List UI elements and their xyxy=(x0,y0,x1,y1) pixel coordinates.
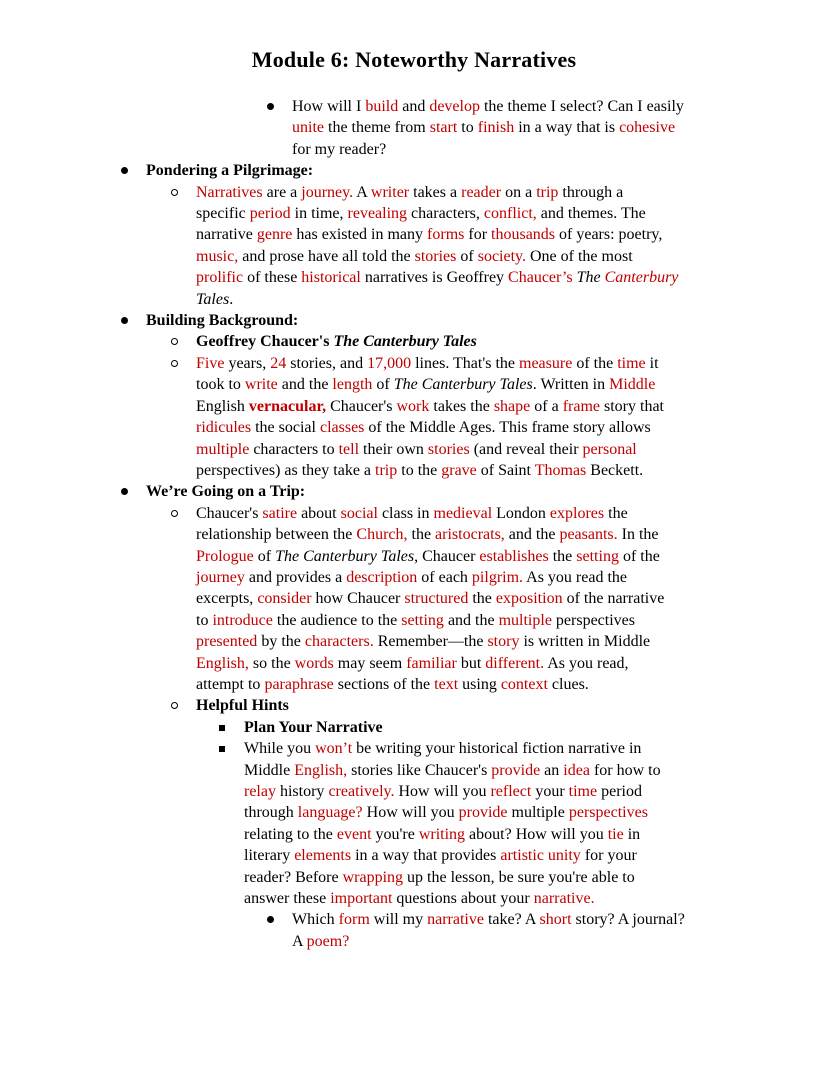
highlighted-text: period xyxy=(249,205,291,223)
text-segment: and xyxy=(398,98,430,115)
text-segment: through xyxy=(244,804,298,822)
highlighted-text: perspectives xyxy=(568,804,648,822)
list-item xyxy=(0,717,828,738)
text-segment: you're xyxy=(371,825,419,843)
highlighted-text: familiar xyxy=(406,654,457,672)
text-line xyxy=(292,117,828,138)
highlighted-text: context xyxy=(500,675,548,693)
text-segment: of the xyxy=(618,547,660,565)
highlighted-text: multiple xyxy=(498,611,552,629)
text-segment: As you read the xyxy=(523,568,628,586)
highlighted-text: measure xyxy=(519,354,573,372)
text-segment: the xyxy=(548,547,577,565)
text-segment: by the xyxy=(257,633,305,651)
text-segment: the xyxy=(604,504,628,522)
text-line xyxy=(196,246,828,267)
highlighted-text: relay xyxy=(244,783,276,800)
highlighted-text: reader xyxy=(461,183,502,201)
text-line xyxy=(292,96,828,117)
text-line xyxy=(196,653,828,674)
text-line xyxy=(292,931,828,952)
text-line xyxy=(244,888,828,909)
text-segment: literary xyxy=(244,847,295,865)
highlighted-text: setting xyxy=(576,547,619,565)
highlighted-text: 17,000 xyxy=(367,354,412,372)
text-segment: the social xyxy=(251,419,320,437)
highlighted-text: build xyxy=(365,98,399,115)
highlighted-text: explores xyxy=(549,504,605,522)
text-segment: take? A xyxy=(483,911,540,929)
text-segment: an xyxy=(540,761,564,779)
text-segment: The Canterbury Tales xyxy=(393,376,533,394)
text-line xyxy=(244,781,828,802)
text-segment: The Canterbury Tales xyxy=(333,333,477,351)
text-segment: Plan Your Narrative xyxy=(244,718,383,736)
bullet-disc-icon xyxy=(121,310,146,324)
highlighted-text: Narratives xyxy=(196,183,263,201)
bullet-disc-icon xyxy=(267,909,292,923)
list-item xyxy=(0,353,828,481)
text-line xyxy=(244,802,828,823)
text-line xyxy=(196,182,828,203)
highlighted-text: English, xyxy=(196,654,249,672)
highlighted-text: grave xyxy=(441,461,477,479)
text-line xyxy=(292,909,828,930)
highlighted-text: time xyxy=(568,783,598,800)
text-segment: for how to xyxy=(589,761,661,779)
text-segment: their own xyxy=(359,440,428,458)
highlighted-text: language? xyxy=(297,804,363,822)
text-segment: The Canterbury Tales xyxy=(275,547,415,565)
highlighted-text: setting xyxy=(401,611,444,629)
bullet-square-icon xyxy=(219,738,244,752)
bullet-circle-icon xyxy=(171,353,196,367)
text-line xyxy=(196,567,828,588)
bullet-square-icon xyxy=(219,717,244,731)
list-item-text xyxy=(196,695,828,716)
highlighted-text: poem? xyxy=(306,932,350,950)
highlighted-text: writing xyxy=(418,825,466,843)
text-segment: perspectives) as they take a xyxy=(196,461,376,479)
highlighted-text: Chaucer’s xyxy=(508,269,573,287)
text-segment: attempt to xyxy=(196,675,265,693)
text-line xyxy=(244,760,828,781)
text-segment: of a xyxy=(530,397,563,415)
highlighted-text: stories xyxy=(414,247,457,265)
text-segment: how Chaucer xyxy=(311,590,405,608)
text-segment: excerpts, xyxy=(196,590,258,608)
text-segment: may seem xyxy=(333,654,407,672)
text-segment: Building Background: xyxy=(146,312,299,330)
text-segment: took to xyxy=(196,376,245,394)
list-item-text xyxy=(244,738,828,909)
text-segment: to xyxy=(457,119,478,137)
text-segment: Beckett. xyxy=(586,461,644,479)
highlighted-text: 24 xyxy=(270,354,287,372)
text-line xyxy=(196,374,828,395)
highlighted-text: thousands xyxy=(491,226,556,244)
highlighted-text: journey xyxy=(196,568,245,586)
highlighted-text: important xyxy=(330,890,393,908)
text-segment: takes the xyxy=(429,397,494,415)
bullet-circle-icon xyxy=(171,331,196,345)
text-segment: the xyxy=(468,590,496,608)
highlighted-text: consider xyxy=(257,590,312,608)
text-line xyxy=(196,610,828,631)
highlighted-text: presented xyxy=(196,633,258,651)
list-item xyxy=(0,331,828,352)
highlighted-text: different. xyxy=(485,654,545,672)
highlighted-text: pilgrim. xyxy=(471,568,524,586)
text-segment: of years: poetry, xyxy=(555,226,663,244)
text-segment: of each xyxy=(417,568,472,586)
text-line xyxy=(244,867,828,888)
list-item xyxy=(0,909,828,952)
highlighted-text: Church, xyxy=(356,526,408,544)
highlighted-text: provide xyxy=(491,761,541,779)
text-line xyxy=(196,417,828,438)
text-segment: sections of the xyxy=(333,675,435,693)
bullet-disc-icon xyxy=(267,96,292,110)
highlighted-text: society. xyxy=(477,247,526,265)
text-segment: the theme I select? Can I easily xyxy=(479,98,684,115)
highlighted-text: elements xyxy=(294,847,352,865)
text-segment: but xyxy=(456,654,486,672)
highlighted-text: Middle xyxy=(609,376,656,394)
text-segment: One of the most xyxy=(526,247,633,265)
text-segment: Tales xyxy=(196,290,230,308)
text-segment: using xyxy=(458,675,501,693)
highlighted-text: genre xyxy=(256,226,293,244)
text-line xyxy=(146,160,828,181)
text-segment: While you xyxy=(244,740,316,758)
text-segment: of the xyxy=(572,354,618,372)
highlighted-text: Prologue xyxy=(196,547,254,565)
text-segment: in a way that provides xyxy=(351,847,501,865)
text-segment: A xyxy=(292,932,307,950)
text-segment: in a way that is xyxy=(514,119,620,137)
highlighted-text: trip xyxy=(375,461,398,479)
list-item xyxy=(0,503,828,696)
highlighted-text: story xyxy=(487,633,520,651)
highlighted-text: short xyxy=(539,911,572,929)
text-line xyxy=(196,224,828,245)
highlighted-text: reflect xyxy=(490,783,532,800)
list-item-text xyxy=(244,717,828,738)
text-segment: of xyxy=(456,247,478,265)
text-line xyxy=(196,396,828,417)
highlighted-text: trip xyxy=(536,183,559,201)
highlighted-text: artistic unity xyxy=(500,847,581,865)
highlighted-text: tie xyxy=(607,825,624,843)
highlighted-text: work xyxy=(396,397,430,415)
text-line xyxy=(196,674,828,695)
text-line xyxy=(244,738,828,759)
text-segment: in time, xyxy=(290,205,348,223)
highlighted-text: text xyxy=(434,675,459,693)
text-line xyxy=(196,289,828,310)
highlighted-text: creatively. xyxy=(328,783,395,800)
bullet-circle-icon xyxy=(171,695,196,709)
highlighted-text: structured xyxy=(404,590,469,608)
text-line xyxy=(196,460,828,481)
bullet-disc-icon xyxy=(121,160,146,174)
highlighted-text: forms xyxy=(427,226,465,244)
text-segment: narrative xyxy=(196,226,257,244)
text-segment: are a xyxy=(262,183,302,201)
text-segment: English xyxy=(196,397,249,415)
text-segment: In the xyxy=(617,526,659,544)
text-segment: the audience to the xyxy=(272,611,402,629)
text-line xyxy=(196,353,828,374)
text-segment: story that xyxy=(600,397,664,415)
highlighted-text: peasants. xyxy=(559,526,618,544)
text-segment: of xyxy=(253,547,276,565)
highlighted-text: establishes xyxy=(479,547,549,565)
text-segment: and the xyxy=(504,526,560,544)
text-segment: for xyxy=(464,226,492,244)
list-item xyxy=(0,96,828,160)
highlighted-text: vernacular, xyxy=(248,397,327,415)
highlighted-text: words xyxy=(294,654,334,672)
highlighted-text: Thomas xyxy=(534,461,587,479)
text-segment: specific xyxy=(196,205,250,223)
list-item-text xyxy=(292,909,828,952)
text-segment: class in xyxy=(377,504,434,522)
text-segment: Geoffrey Chaucer's xyxy=(196,333,334,351)
highlighted-text: music, xyxy=(196,247,239,265)
highlighted-text: aristocrats, xyxy=(435,526,505,544)
highlighted-text: tell xyxy=(338,440,360,458)
text-segment: up the lesson, be sure you're able to xyxy=(403,868,635,886)
text-segment: your xyxy=(531,783,569,800)
text-segment: Helpful Hints xyxy=(196,697,289,715)
text-segment: answer these xyxy=(244,890,331,908)
text-segment: it xyxy=(645,354,659,372)
text-segment: . xyxy=(229,290,234,308)
highlighted-text: Five xyxy=(196,354,225,372)
text-line xyxy=(146,481,828,502)
highlighted-text: satire xyxy=(262,504,298,522)
highlighted-text: ridicules xyxy=(196,419,252,437)
text-segment: (and reveal their xyxy=(469,440,583,458)
text-segment: Pondering a Pilgrimage: xyxy=(146,162,314,180)
text-segment: London xyxy=(492,504,550,522)
text-segment: and prose have all told the xyxy=(238,247,415,265)
text-segment: of the narrative xyxy=(562,590,665,608)
text-segment: and the xyxy=(277,376,333,394)
highlighted-text: form xyxy=(338,911,370,929)
text-line xyxy=(196,695,828,716)
text-segment: in xyxy=(623,825,641,843)
highlighted-text: English, xyxy=(294,761,348,779)
text-segment: relating to the xyxy=(244,825,337,843)
highlighted-text: start xyxy=(429,119,458,137)
text-segment: takes a xyxy=(409,183,462,201)
highlighted-text: time xyxy=(617,354,646,372)
text-segment: questions about your xyxy=(392,890,534,908)
list-item-text xyxy=(292,96,828,160)
text-segment: the xyxy=(407,526,436,544)
text-segment: reader? Before xyxy=(244,868,343,886)
highlighted-text: social xyxy=(340,504,378,522)
text-segment: characters to xyxy=(249,440,339,458)
text-segment: will my xyxy=(369,911,428,929)
text-line xyxy=(244,824,828,845)
text-segment: about? How will you xyxy=(465,825,608,843)
text-segment: The xyxy=(576,269,601,287)
text-line xyxy=(196,524,828,545)
bullet-list xyxy=(0,96,828,952)
list-item xyxy=(0,160,828,181)
list-item xyxy=(0,738,828,909)
highlighted-text: unite xyxy=(292,119,324,137)
text-line xyxy=(146,310,828,331)
text-segment: on a xyxy=(501,183,537,201)
highlighted-text: introduce xyxy=(212,611,273,629)
list-item-text xyxy=(146,310,828,331)
highlighted-text: frame xyxy=(562,397,600,415)
highlighted-text: Canterbury xyxy=(604,269,679,287)
text-segment: Chaucer's xyxy=(196,504,263,522)
text-segment: stories, and xyxy=(286,354,368,372)
highlighted-text: medieval xyxy=(433,504,493,522)
text-segment: the theme from xyxy=(324,119,430,137)
list-item-text xyxy=(196,331,828,352)
highlighted-text: historical xyxy=(301,269,361,287)
highlighted-text: stories xyxy=(427,440,470,458)
text-line xyxy=(196,203,828,224)
highlighted-text: multiple xyxy=(196,440,250,458)
text-segment: Remember—the xyxy=(373,633,488,651)
text-segment: stories like Chaucer's xyxy=(347,761,492,779)
text-segment: about xyxy=(297,504,341,522)
highlighted-text: characters. xyxy=(304,633,374,651)
text-segment: multiple xyxy=(507,804,569,822)
highlighted-text: prolific xyxy=(196,269,244,287)
text-segment: A xyxy=(353,183,371,201)
text-segment: of the Middle Ages. This frame story allows xyxy=(364,419,651,437)
text-segment: and provides a xyxy=(244,568,347,586)
highlighted-text: wrapping xyxy=(342,868,404,886)
highlighted-text: length xyxy=(332,376,373,394)
text-segment: relationship between the xyxy=(196,526,357,544)
text-segment: Which xyxy=(292,911,339,929)
list-item-text xyxy=(146,481,828,502)
text-line xyxy=(244,717,828,738)
text-segment: history xyxy=(275,783,329,800)
text-line xyxy=(196,588,828,609)
text-segment: lines. That's the xyxy=(411,354,519,372)
page-title: Module 6: Noteworthy Narratives xyxy=(251,47,577,72)
text-segment: clues. xyxy=(547,675,589,693)
text-segment: years, xyxy=(224,354,271,372)
highlighted-text: journey. xyxy=(301,183,354,201)
text-line xyxy=(196,503,828,524)
highlighted-text: cohesive xyxy=(619,119,676,137)
text-segment: for your xyxy=(580,847,637,865)
text-segment: and themes. The xyxy=(536,205,646,223)
text-segment: is written in Middle xyxy=(519,633,651,651)
highlighted-text: revealing xyxy=(347,205,408,223)
text-segment: and the xyxy=(443,611,499,629)
highlighted-text: idea xyxy=(563,761,590,779)
text-segment: be writing your historical fiction narrative in xyxy=(352,740,642,758)
text-line xyxy=(196,267,828,288)
bullet-circle-icon xyxy=(171,182,196,196)
text-segment: to xyxy=(196,611,213,629)
text-segment: of Saint xyxy=(476,461,535,479)
highlighted-text: personal xyxy=(582,440,637,458)
highlighted-text: provide xyxy=(458,804,508,822)
text-segment: for my reader? xyxy=(292,140,387,158)
list-item xyxy=(0,695,828,716)
list-item xyxy=(0,182,828,310)
highlighted-text: writer xyxy=(370,183,410,201)
text-line xyxy=(196,546,828,567)
list-item-text xyxy=(146,160,828,181)
highlighted-text: event xyxy=(336,825,372,843)
text-line xyxy=(196,439,828,460)
text-segment: We’re Going on a Trip: xyxy=(146,483,306,501)
text-line xyxy=(292,139,828,160)
list-item-text xyxy=(196,353,828,481)
text-segment: Chaucer's xyxy=(326,397,397,415)
text-segment: perspectives xyxy=(551,611,635,629)
highlighted-text: narrative. xyxy=(533,890,595,908)
text-segment: How will you xyxy=(394,783,491,800)
list-item-text xyxy=(196,182,828,310)
text-segment: Middle xyxy=(244,761,295,779)
list-item xyxy=(0,481,828,502)
highlighted-text: shape xyxy=(493,397,531,415)
highlighted-text: finish xyxy=(477,119,515,137)
highlighted-text: develop xyxy=(429,98,480,115)
text-segment: has existed in many xyxy=(292,226,428,244)
text-line xyxy=(196,331,828,352)
text-segment: through a xyxy=(558,183,624,201)
list-item xyxy=(0,310,828,331)
text-segment: , Chaucer xyxy=(414,547,480,565)
text-segment: . Written in xyxy=(532,376,610,394)
highlighted-text: write xyxy=(244,376,278,394)
text-segment: to the xyxy=(397,461,442,479)
text-segment: How will you xyxy=(362,804,459,822)
bullet-circle-icon xyxy=(171,503,196,517)
bullet-disc-icon xyxy=(121,481,146,495)
text-segment: characters, xyxy=(407,205,484,223)
highlighted-text: description xyxy=(346,568,418,586)
text-segment: narratives is Geoffrey xyxy=(360,269,509,287)
highlighted-text: paraphrase xyxy=(264,675,334,693)
list-item-text xyxy=(196,503,828,696)
highlighted-text: won’t xyxy=(315,740,353,758)
text-segment: How will I xyxy=(292,98,366,115)
text-line xyxy=(196,631,828,652)
text-segment: story? A journal? xyxy=(571,911,685,929)
text-segment: of xyxy=(372,376,394,394)
text-line xyxy=(244,845,828,866)
highlighted-text: exposition xyxy=(495,590,563,608)
text-segment: period xyxy=(597,783,642,800)
text-segment: so the xyxy=(248,654,295,672)
highlighted-text: classes xyxy=(319,419,365,437)
text-segment: of these xyxy=(243,269,302,287)
highlighted-text: narrative xyxy=(427,911,484,929)
text-segment: As you read, xyxy=(544,654,629,672)
highlighted-text: conflict, xyxy=(483,205,537,223)
